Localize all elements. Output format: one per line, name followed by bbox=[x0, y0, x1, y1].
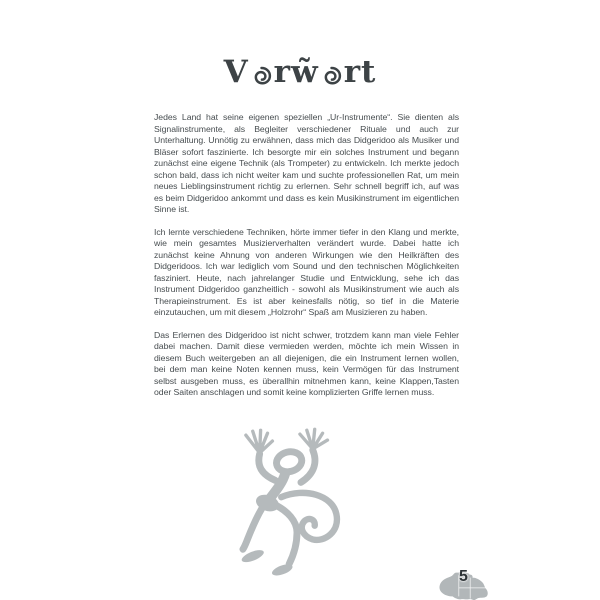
title-letter: w̃ bbox=[291, 54, 319, 90]
title-letter: r bbox=[273, 54, 292, 90]
title-letter: V bbox=[223, 54, 249, 90]
title-letter: r bbox=[343, 54, 362, 90]
foreword-text bbox=[154, 112, 459, 399]
aboriginal-dancer-icon bbox=[238, 427, 356, 583]
title-letter: t bbox=[361, 54, 377, 90]
paragraph: Das Erlernen des Didgeridoo ist nicht schwer, trotzdem kann man viele Fehler dabei machen. Damit diese vermieden werden, möchte ich mein Wissen in diesem Buch weitergeben an all diejenigen, die ein Instrument lernen wollen, bei dem man keine Noten kennen muss, kein Vermögen für das Instrument selbst ausgeben muss, es überallhin mitnehmen kann, keine Klappen,Tasten oder Saiten anschlagen und somit keine komplizierten Griffe lernen muss. bbox=[154, 329, 459, 397]
spiral-o-icon bbox=[320, 64, 343, 87]
spiral-o-icon bbox=[250, 64, 273, 87]
page-title bbox=[0, 48, 600, 88]
paragraph: Ich lernte verschiedene Techniken, hörte immer tiefer in den Klang und merkte, wie mein gesamtes Musizierverhalten verändert wurde. Dabei hatte ich zunächst keine Ahnung von anderen Wirkungen wie den Heilkräften des Didgeridoos. Ich war lediglich vom Sound und den technischen Möglichkeiten fasziniert. Heute, nach jahrelanger Studie und Entwicklung, sehe ich das Instrument Didgeridoo ganzheitlich - sowohl als Musikinstrument wie auch als Therapieinstrument. Es ist aber keinesfalls nötig, so tief in die Materie einzutauchen, um mit diesem „Holzrohr“ Spaß am Musizieren zu haben. bbox=[154, 226, 459, 317]
paragraph: Jedes Land hat seine eigenen speziellen „Ur-Instrumente“. Sie dienten als Signalinstrumente, als Begleiter verschiedener Rituale und auch zur Unterhaltung. Unnötig zu erwähnen, dass mich das Didgeridoo als Musiker und Bläser sofort faszinierte. Ich besorgte mir ein solches Instrument und begann zunächst eine eigene Technik (als Trompeter) zu entwickeln. Ich merkte jedoch schon bald, dass ich nicht weiter kam und suchte professionellen Rat, um mein neues Lieblingsinstrument richtig zu erlernen. Sehr schnell begriff ich, auf was es beim Didgeridoo ankommt und dass es kein Musikinstrument im eigentlichen Sinne ist. bbox=[154, 112, 459, 214]
page-number: 5 bbox=[459, 568, 468, 585]
page-number-badge bbox=[436, 570, 493, 600]
